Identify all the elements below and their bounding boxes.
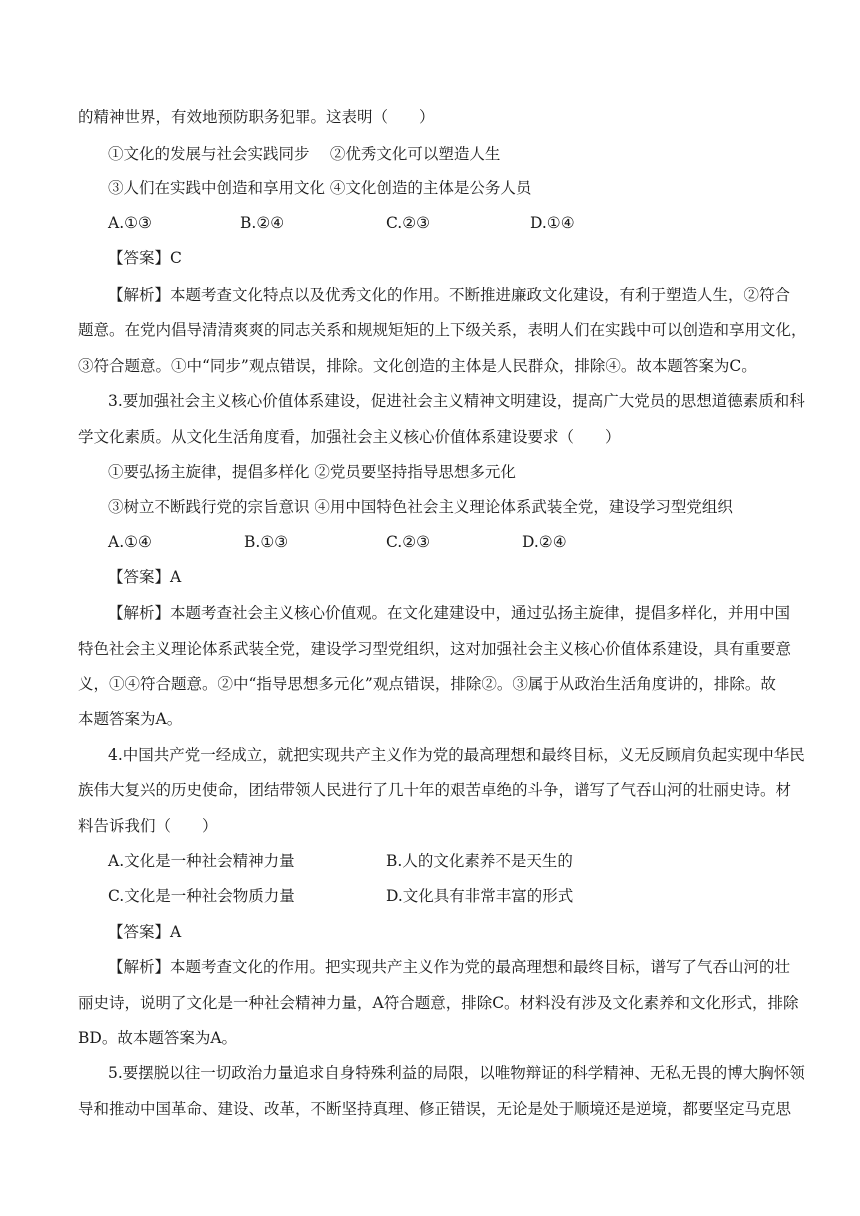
- q3-explanation-line: 特色社会主义理论体系武装全党，建设学习型党组织，这对加强社会主义核心价值体系建设，具有重要意: [78, 640, 792, 658]
- q4-explanation-line: BD。故本题答案为A。: [78, 1029, 238, 1047]
- q2-option-b: B.②④: [240, 214, 285, 232]
- q3-explanation-line: 【解析】本题考查社会主义核心价值观。在文化建建设中，通过弘扬主旋律，提倡多样化，并用中国: [108, 604, 791, 622]
- question-5-stem: 5.要摆脱以往一切政治力量追求自身特殊利益的局限，以唯物辩证的科学精神、无私无畏的博大胸怀领: [108, 1064, 805, 1082]
- q2-statements-1-2: ①文化的发展与社会实践同步 ②优秀文化可以塑造人生: [108, 145, 501, 163]
- q2-explanation-line: 题意。在党内倡导清清爽爽的同志关系和规规矩矩的上下级关系，表明人们在实践中可以创造和享用文化，: [78, 321, 807, 339]
- q2-statements-3-4: ③人们在实践中创造和享用文化 ④文化创造的主体是公务人员: [108, 179, 532, 197]
- q3-statements-1-2: ①要弘扬主旋律，提倡多样化 ②党员要坚持指导思想多元化: [108, 463, 516, 481]
- question-4-stem: 族伟大复兴的历史使命，团结带领人民进行了几十年的艰苦卓绝的斗争，谱写了气吞山河的壮丽史诗。材: [78, 781, 792, 799]
- q4-answer: 【答案】A: [108, 923, 182, 941]
- q2-answer: 【答案】C: [108, 249, 182, 267]
- q4-option-a: A.文化是一种社会精神力量: [108, 852, 295, 870]
- q3-statements-3-4: ③树立不断践行党的宗旨意识 ④用中国特色社会主义理论体系武装全党，建设学习型党组织: [108, 498, 733, 516]
- q3-option-a: A.①④: [108, 533, 152, 551]
- question-5-stem: 导和推动中国革命、建设、改革，不断坚持真理、修正错误，无论是处于顺境还是逆境，都要坚定马克思: [78, 1100, 792, 1118]
- q4-option-b: B.人的文化素养不是天生的: [386, 852, 573, 870]
- q4-explanation-line: 【解析】本题考查文化的作用。把实现共产主义作为党的最高理想和最终目标，谱写了气吞山河的壮: [108, 958, 791, 976]
- q2-explanation-line: 【解析】本题考查文化特点以及优秀文化的作用。不断推进廉政文化建设，有利于塑造人生，②符合: [108, 286, 791, 304]
- q2-option-d: D.①④: [530, 214, 575, 232]
- q3-option-b: B.①③: [244, 533, 289, 551]
- q3-explanation-line: 本题答案为A。: [78, 710, 183, 728]
- q3-option-d: D.②④: [522, 533, 567, 551]
- q3-answer: 【答案】A: [108, 568, 182, 586]
- q4-option-c: C.文化是一种社会物质力量: [108, 887, 295, 905]
- q4-explanation-line: 丽史诗，说明了文化是一种社会精神力量，A符合题意，排除C。材料没有涉及文化素养和文化形式，排除: [78, 994, 799, 1012]
- q3-option-c: C.②③: [386, 533, 431, 551]
- question-3-stem: 学文化素质。从文化生活角度看，加强社会主义核心价值体系建设要求（ ）: [78, 428, 621, 446]
- question-4-stem: 4.中国共产党一经成立，就把实现共产主义作为党的最高理想和最终目标，义无反顾肩负起实现中华民: [108, 746, 805, 764]
- q4-option-d: D.文化具有非常丰富的形式: [386, 887, 574, 905]
- question-4-stem: 料告诉我们（ ）: [78, 817, 218, 835]
- question-2-stem-end: 的精神世界，有效地预防职务犯罪。这表明（ ）: [78, 108, 435, 126]
- q2-explanation-line: ③符合题意。①中“同步”观点错误，排除。文化创造的主体是人民群众，排除④。故本题答案为C。: [78, 357, 757, 375]
- q2-option-a: A.①③: [108, 214, 152, 232]
- q3-explanation-line: 义，①④符合题意。②中“指导思想多元化”观点错误，排除②。③属于从政治生活角度讲的，排除。故: [78, 675, 776, 693]
- q2-option-c: C.②③: [386, 214, 431, 232]
- question-3-stem: 3.要加强社会主义核心价值体系建设，促进社会主义精神文明建设，提高广大党员的思想道德素质和科: [108, 392, 805, 410]
